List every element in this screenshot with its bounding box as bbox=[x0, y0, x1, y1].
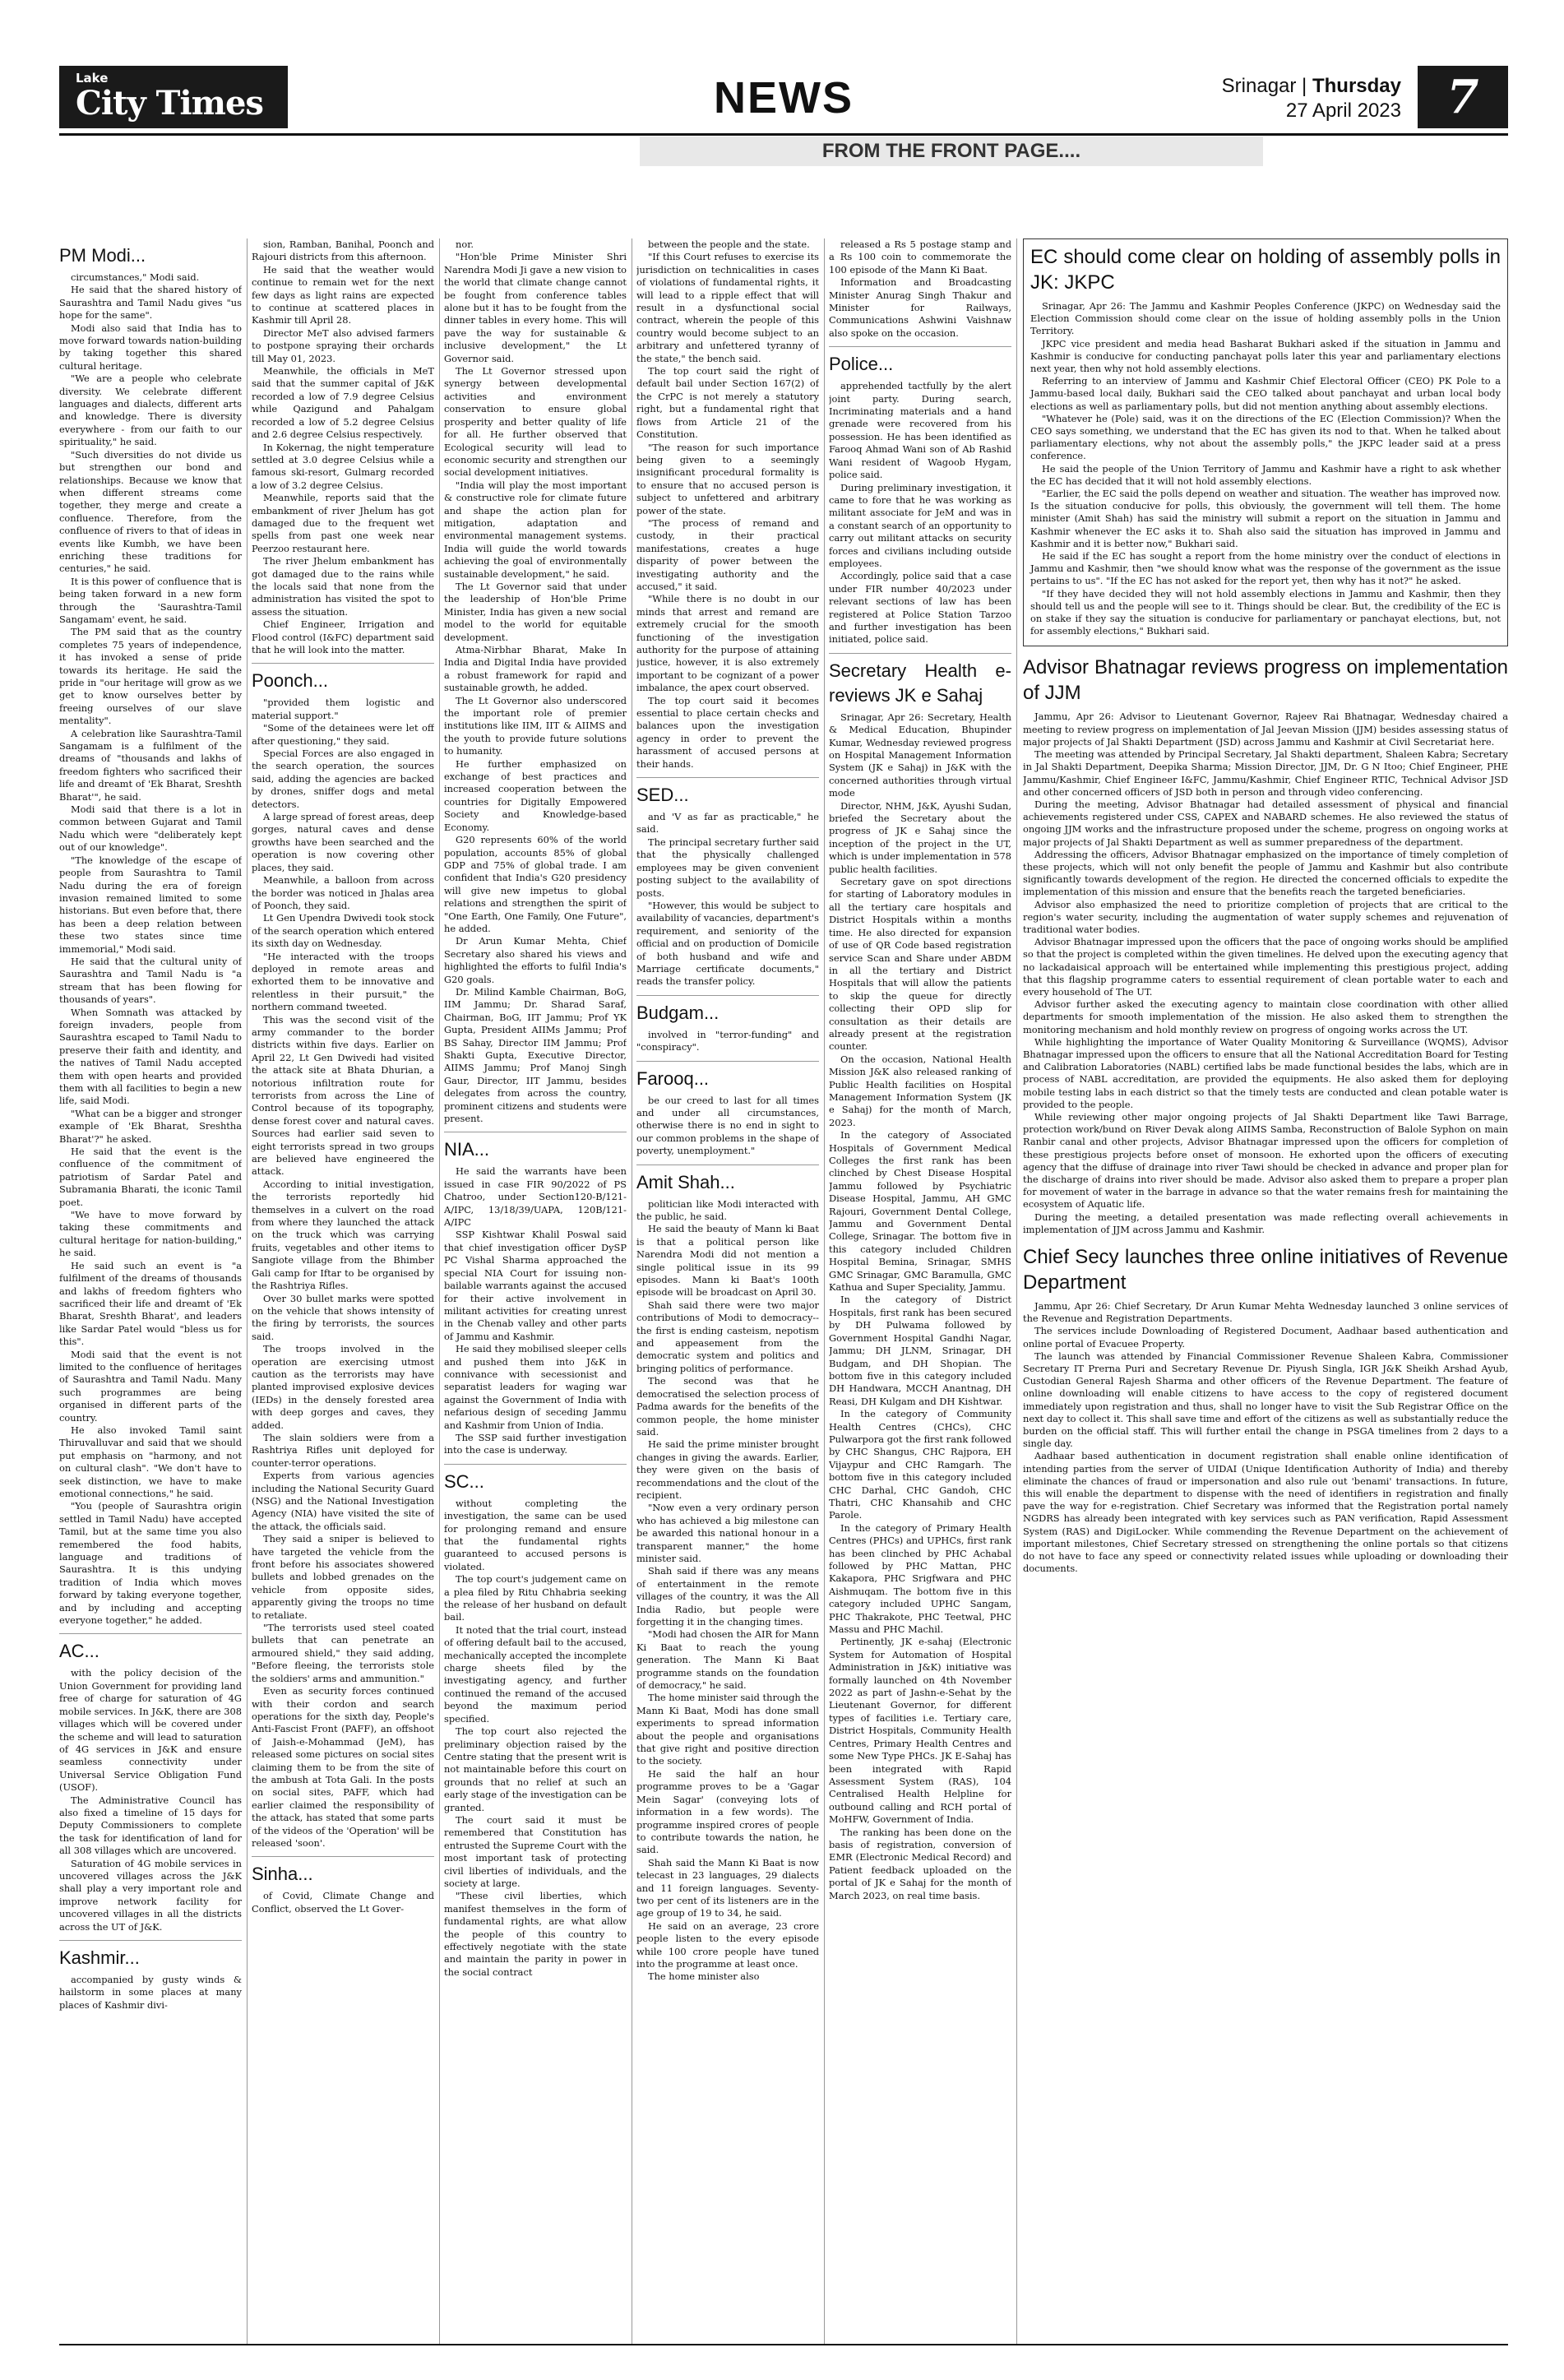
story-headline: Kashmir... bbox=[59, 1947, 140, 1968]
story-headline: Advisor Bhatnagar reviews progress on implementation of JJM bbox=[1023, 656, 1508, 705]
story-headline: AC... bbox=[59, 1641, 99, 1662]
paragraph: The second was that he democratised the selection process of Padma awards for the benefits of the common people, the home minister said. bbox=[636, 1375, 819, 1438]
paragraph: The home minister said through the Mann Ki Baat, Modi has done small experiments to spread information about the people and organisations that give right and positive direction to the society. bbox=[636, 1692, 819, 1767]
paragraph: "Whatever he (Pole) said, was it on the directions of the EC (Election Commission)? When the CEO says something, we understand that the EC has given its nod to that. When he talked about parliamentary elections, why not about the assembly polls," the JKPC leader said at a press conference. bbox=[1030, 412, 1501, 462]
paragraph: Shah said there were two major contributions of Modi to democracy-- the first is ending casteism, nepotism and appeasement from the democratic system and politics and bringing politics of performance. bbox=[636, 1299, 819, 1374]
paragraph: He said that the weather would continue to remain wet for the next few days as light rains are expected to continue at scattered places in Kashmir till April 28. bbox=[252, 263, 434, 326]
story-divider bbox=[59, 1940, 242, 1941]
paragraph: They said a sniper is believed to have targeted the vehicle from the front before his associates showered bullets and lobbed grenades on the vehicle from opposite sides, apparently giving the troops no time to retaliate. bbox=[252, 1533, 434, 1621]
paragraph: "These civil liberties, which manifest themselves in the form of fundamental rights, are what allow the people of this country to effectively negotiate with the state and maintain the parity in power in the social contract bbox=[444, 1890, 627, 1978]
paragraph: Modi said that the event is not limited to the confluence of heritages of Saurashtra and Tamil Nadu. Many such programmes are being organised in different parts of the country. bbox=[59, 1348, 242, 1424]
paragraph: The SSP said further investigation into the case is underway. bbox=[444, 1431, 627, 1456]
story-divider bbox=[252, 663, 434, 664]
story-headline: EC should come clear on holding of assembly polls in JK: JKPC bbox=[1030, 246, 1501, 294]
issue-date: 27 April 2023 bbox=[1285, 100, 1401, 122]
paragraph: The court said it must be remembered that Constitution has entrusted the Supreme Court with the most important task of protecting civil liberties of individuals, and the society at large. bbox=[444, 1813, 627, 1889]
paragraph: While highlighting the importance of Water Quality Monitoring & Surveillance (WQMS), Advisor Bhatnagar impressed upon the officers to ensure that all the National Accreditation Board for Testing and Calibration Laboratories (NABL) certified labs be made functional besides the labs, which are in process of NABL accreditation, are provided the equipments. He also asked them for deploying mobile testing labs in each district so that the timely tests are conducted and clean potable water is provided to the people. bbox=[1023, 1035, 1508, 1110]
paragraph: Chief Engineer, Irrigation and Flood control (I&FC) department said that he will look into the matter. bbox=[252, 618, 434, 655]
paragraph: "Hon'ble Prime Minister Shri Narendra Modi Ji gave a new vision to the world that climate change cannot be fought from conference tables alone but it has to be fought from the dinner tables in every home. This will pave the way for sustainable & inclusive development," the Lt Governor said. bbox=[444, 251, 627, 364]
paragraph: "Now even a very ordinary person who has achieved a big milestone can be awarded this national honour in a transparent manner," the home minister said. bbox=[636, 1502, 819, 1564]
paragraph: "The reason for such importance being given to a seemingly insignificant procedural formality is to ensure that no accused person is subject to unfettered and arbitrary power of the state. bbox=[636, 441, 819, 516]
paragraph: involved in "terror-funding" and "conspiracy". bbox=[636, 1028, 819, 1053]
paragraph: Accordingly, police said that a case under FIR number 40/2023 under relevant sections of law has been registered at Police Station Tarzoo and further investigation has been initiated, police said. bbox=[829, 570, 1011, 646]
story-headline: Poonch... bbox=[252, 670, 328, 692]
paragraph: It is this power of confluence that is being taken forward in a new form through the 'Saurashtra-Tamil Sangamam' event, he said. bbox=[59, 575, 242, 625]
column-3 bbox=[444, 238, 627, 2344]
paragraph: Even as security forces continued with their cordon and search operations for the sixth day, People's Anti-Fascist Front (PAFF), an offshoot of Jaish-e-Mohammad (JeM), has released some pictures on social sites claiming them to be from the site of the ambush at Tota Gali. In the posts on social sites, PAFF, which had earlier claimed the responsibility of the attack, has stated that some parts of the videos of the 'Operation' will be released 'soon'. bbox=[252, 1685, 434, 1849]
paragraph: He said the prime minister brought changes in giving the awards. Earlier, they were given on the basis of recommendations and the clout of the recipient. bbox=[636, 1438, 819, 1501]
city-name: Srinagar bbox=[1221, 75, 1297, 97]
paragraph: Meanwhile, the officials in MeT said that the summer capital of J&K recorded a low of 7.9 degree Celsius while Qazigund and Pahalgam recorded a low of 5.2 degree Celsius and 2.6 degree Celsius respectively. bbox=[252, 365, 434, 441]
paragraph: "While there is no doubt in our minds that arrest and remand are extremely crucial for the smooth functioning of the investigation authority for the purpose of attaining justice, however, it is also extremely important to be cognizant of a power imbalance, the apex court observed. bbox=[636, 593, 819, 694]
paragraph: apprehended tactfully by the alert joint party. During search, Incriminating materials and a hand grenade were recovered from his possession. He has been identified as Farooq Ahmad Wani son of Ab Rashid Wani resident of Wagoob Hygam, police said. bbox=[829, 380, 1011, 481]
front-page-banner: FROM THE FRONT PAGE.... bbox=[640, 137, 1263, 166]
paragraph: politician like Modi interacted with the public, he said. bbox=[636, 1197, 819, 1222]
story-divider bbox=[252, 1856, 434, 1857]
paragraph: Pertinently, JK e-sahaj (Electronic System for Automation of Hospital Administration in J&K) initiative was formally launched on 4th November 2022 as part of Jashn-e-Sehat by the Lieutenant Governor, for different types of facilities i.e. Tertiary care, District Hospitals, Community Health Centres, Primary Health Centres and some New Type PHCs. JK E-Sahaj has been integrated with Rapid Assessment System (RAS), 104 Centralised Health Helpline for outbound calling and RCH portal of MoHFW, Government of India. bbox=[829, 1636, 1011, 1826]
story-1 bbox=[1023, 238, 1508, 646]
paragraph: He also invoked Tamil saint Thiruvalluvar and said that we should put emphasis on "harmony, and not on cultural clash". "We don't have to seek distinction, we have to make emotional connections," he said. bbox=[59, 1424, 242, 1499]
paragraph: This was the second visit of the army commander to the border districts within five days. Earlier on April 22, Lt Gen Dwivedi had visited the attack site at Bhata Dhurian, a notorious infiltration route for terrorists from across the Line of Control because of its topography, dense forest cover and natural caves. Sources had earlier said seven to eight terrorists spread in two groups are believed have engineered the attack. bbox=[252, 1013, 434, 1178]
paragraph: In the category of Primary Health Centres (PHCs) and UPHCs, first rank has been clinched by PHC Achabal followed by PHC Mattan, PHC Kakapora, PHC Srigfwara and PHC Aishmuqam. The bottom five in this category included UPHC Sangam, PHC Thakrakote, PHC Teetwal, PHC Massu and PHC Machil. bbox=[829, 1521, 1011, 1636]
paragraph: He said that the cultural unity of Saurashtra and Tamil Nadu is "a stream that has been flowing for thousands of years". bbox=[59, 955, 242, 1006]
paragraph: Srinagar, Apr 26: Secretary, Health & Medical Education, Bhupinder Kumar, Wednesday reviewed progress on Hospital Management Information System (JK e Sahaj) in J&K with the concerned authorities through virtual mode bbox=[829, 711, 1011, 799]
paragraph: "We have to move forward by taking these commitments and cultural heritage for nation-building," he said. bbox=[59, 1209, 242, 1259]
paragraph: The ranking has been done on the basis of registration, conversion of EMR (Electronic Medical Record) and Patient feedback uploaded on the portal of JK e Sahaj for the month of March 2023, on real time basis. bbox=[829, 1826, 1011, 1901]
masthead bbox=[59, 66, 1508, 162]
paragraph: A celebration like Saurashtra-Tamil Sangamam is a fulfilment of the dreams of "thousands and lakhs of freedom fighters who sacrificed their life and dreamt of 'Ek Bharat, Sreshth Bharat'", he said. bbox=[59, 727, 242, 803]
paragraph: Aadhaar based authentication in document registration shall enable online identification of intending parties from the server of UIDAI (Unique Identification Authority of India) and thereby eliminate the chances of fraud or impersonation and also rule out 'benami' transactions. In future, this will enable the department to dispense with the need of identifiers in registration and finally pave the way for e-registration. Chief Secretary was informed that the Registration portal namely NGDRS has already been integrated with key services such as PAN verification, Rapid Assessment System (RAS) and DigiLocker. While commending the Revenue Department on the achievement of important milestones, Chief Secretary stressed on strengthening the online portals so that citizens do not have to face any speed or connectivity related issues while uploading or downloading their documents. bbox=[1023, 1450, 1508, 1575]
paragraph: accompanied by gusty winds & hailstorm in some places at many places of Kashmir divi- bbox=[59, 1974, 242, 2011]
date-block: Srinagar | Thursday 27 April 2023 bbox=[1221, 75, 1401, 122]
paragraph: Dr Arun Kumar Mehta, Chief Secretary also shared his views and highlighted the efforts to fulfil India's G20 goals. bbox=[444, 935, 627, 985]
paragraph: The top court said it becomes essential to place certain checks and balances upon the investigation agency in order to prevent the harassment of accused persons at their hands. bbox=[636, 694, 819, 770]
paragraph: He said the beauty of Mann ki Baat is that a political person like Narendra Modi did not mention a single political issue in its 99 episodes. Mann ki Baat's 100th episode will be broadcast on April 30. bbox=[636, 1223, 819, 1299]
paragraph: SSP Kishtwar Khalil Poswal said that chief investigation officer DySP PC Vishal Sharma approached the special NIA Court for issuing non-bailable warrants against the accused for their active involvement in militant activities for creating unrest in the Chenab valley and other parts of Jammu and Kashmir. bbox=[444, 1229, 627, 1342]
paragraph: He said that the shared history of Saurashtra and Tamil Nadu gives "us hope for the same". bbox=[59, 284, 242, 322]
paragraph: Modi also said that India has to move forward towards nation-building by taking together this shared cultural heritage. bbox=[59, 322, 242, 372]
paragraph: be our creed to last for all times and under all circumstances, otherwise there is no end in sight to our common problems in the shape of poverty, unemployment." bbox=[636, 1094, 819, 1157]
paragraph: The top court also rejected the preliminary objection raised by the Centre stating that the present writ is not maintainable before this court on grounds that no relief at such an early stage of the investigation can be granted. bbox=[444, 1725, 627, 1813]
story-headline: Budgam... bbox=[636, 1002, 720, 1023]
paragraph: The Administrative Council has also fixed a timeline of 15 days for Deputy Commissioners to complete the task for identification of land for all 308 villages which are uncovered. bbox=[59, 1794, 242, 1857]
paragraph: The services include Downloading of Registered Document, Aadhaar based authentication and online portal of Evacuee Property. bbox=[1023, 1325, 1508, 1350]
column-5-placeholder bbox=[829, 238, 1011, 2344]
paragraph: "Earlier, the EC said the polls depend on weather and situation. The weather has improved now. Is the situation conducive for polls, this obviously, the government will tell them. The home minister (Amit Shah) has said the ministry will submit a report on the situation in Jammu and Kashmir whenever the EC asks it to. Shah also said the situation has improved in Jammu and Kashmir and it is better now," Bukhari said. bbox=[1030, 488, 1501, 549]
story-headline: Police... bbox=[829, 354, 894, 375]
page-number: 7 bbox=[1418, 66, 1508, 128]
column-divider bbox=[824, 238, 825, 2344]
logo-main-text: City Times bbox=[76, 84, 263, 123]
paragraph: According to initial investigation, the terrorists reportedly hid themselves in a culvert on the road from where they launched the attack on the truck which was carrying fruits, vegetables and other items to Sangiote village from the Bhimber Gali camp for Iftar to be organised by the Rashtriya Rifles. bbox=[252, 1178, 434, 1292]
paragraph: Addressing the officers, Advisor Bhatnagar emphasized on the importance of timely completion of these projects, which will not only benefit the people of Jammu and Kashmir but also contribute significantly towards development of the region. He directed the concerned officials to expedite the implementation of this mission and ensure that the benefits reach the targeted beneficiaries. bbox=[1023, 848, 1508, 898]
paragraph: The Lt Governor also underscored the important role of premier institutions like IIM, IIT & AIIMS and the youth to provide future solutions to humanity. bbox=[444, 694, 627, 757]
paragraph: "If this Court refuses to exercise its jurisdiction on technicalities in cases of violations of fundamental rights, it will lead to a ripple effect that will result in a dysfunctional social contract, wherein the people of this country would become subject to an arbitrary and unfettered tyranny of the state," the bench said. bbox=[636, 251, 819, 364]
paragraph: He said if the EC has sought a report from the home ministry over the conduct of elections in Jammu and Kashmir, then "we should know what was the response of the government as the issue pertains to us". "If the EC has not asked for the report yet, then why has it not?" he asked. bbox=[1030, 550, 1501, 587]
paragraph: The Lt Governor stressed upon synergy between developmental activities and environment conservation to ensure global prosperity and better quality of life for all. He further observed that Ecological security will lead to economic security and strengthen our social development initiatives. bbox=[444, 365, 627, 479]
paragraph: "The process of remand and custody, in their practical manifestations, creates a huge disparity of power between the investigating authority and the accused," it said. bbox=[636, 516, 819, 592]
logo-top-text: Lake bbox=[76, 71, 109, 86]
paragraph: Information and Broadcasting Minister Anurag Singh Thakur and Minister for Railways, Communications Ashwini Vaishnaw also spoke on the occasion. bbox=[829, 276, 1011, 339]
paragraph: "provided them logistic and material support." bbox=[252, 697, 434, 721]
story-headline: Amit Shah... bbox=[636, 1171, 735, 1192]
paragraph: Jammu, Apr 26: Chief Secretary, Dr Arun Kumar Mehta Wednesday launched 3 online services of the Revenue and Registration Departments. bbox=[1023, 1300, 1508, 1325]
paragraph: Atma-Nirbhar Bharat, Make In India and Digital India have provided a robust framework for rapid and sustainable growth, he added. bbox=[444, 644, 627, 694]
story-headline: SED... bbox=[636, 785, 689, 806]
story-divider bbox=[444, 1464, 627, 1465]
paragraph: Experts from various agencies including the National Security Guard (NSG) and the National Investigation Agency (NIA) have visited the site of the attack, the officials said. bbox=[252, 1470, 434, 1532]
paragraph: During the meeting, Advisor Bhatnagar had detailed assessment of physical and financial achievements registered under CSS, CAPEX and NABARD schemes. He also reviewed the status of ongoing JJM works and the infrastructure proposed under the scheme, progress on ongoing works at major projects of Jal Shakti Department as well as summer preparedness of the department. bbox=[1023, 798, 1508, 848]
paragraph: In the category of Associated Hospitals of Government Medical Colleges the first rank has been clinched by Chest Disease Hospital Jammu followed by Psychiatric Disease Hospital, Jammu, AH GMC Rajouri, Government Dental College, Jammu and Government Dental College, Srinagar. The bottom five in this category included Children Hospital Bemina, Srinagar, SMHS GMC Srinagar, GMC Baramulla, GMC Kathua and Super Speciality, Jammu. bbox=[829, 1129, 1011, 1294]
paragraph: JKPC vice president and media head Basharat Bukhari asked if the situation in Jammu and Kashmir is conducive for conducting panchayat polls later this year and parliamentary elections next year, then why not hold assembly elections. bbox=[1030, 337, 1501, 375]
story-headline: Sinha... bbox=[252, 1864, 313, 1885]
paragraph: Srinagar, Apr 26: The Jammu and Kashmir Peoples Conference (JKPC) on Wednesday said the Election Commission should come clear on the issue of holding assembly polls in the Union Territory. bbox=[1030, 300, 1501, 337]
paragraph: with the policy decision of the Union Government for providing land free of charge for saturation of 4G mobile services. In J&K, there are 308 villages which will be covered under the scheme and will lead to saturation of 4G services in J&K and ensure seamless connectivity under Universal Service Obligation Fund (USOF). bbox=[59, 1667, 242, 1794]
paragraph: of Covid, Climate Change and Conflict, observed the Lt Gover- bbox=[252, 1890, 434, 1915]
paragraph: Advisor Bhatnagar impressed upon the officers that the pace of ongoing works should be amplified so that the project is completed within the given timelines. He delved upon the executing agency that no lackadaisical approach will be entertained while implementing this prestigious project, adding that this flagship programme caters to essential requirement of clean portable water to each and every household of The UT. bbox=[1023, 936, 1508, 998]
paragraph: A large spread of forest areas, deep gorges, natural caves and dense growths have been searched and the operation is now covering other places, they said. bbox=[252, 811, 434, 873]
paragraph: The slain soldiers were from a Rashtriya Rifles unit deployed for counter-terror operations. bbox=[252, 1431, 434, 1469]
story-divider bbox=[59, 1633, 242, 1634]
paragraph: "He interacted with the troops deployed in remote areas and exhorted them to be innovative and relentless in their pursuit," the northern command tweeted. bbox=[252, 950, 434, 1013]
paragraph: sion, Ramban, Banihal, Poonch and Rajouri districts from this afternoon. bbox=[252, 238, 434, 263]
masthead-rule bbox=[59, 133, 1508, 136]
paragraph: Meanwhile, a balloon from across the border was noticed in Jhalas area of Poonch, they said. bbox=[252, 874, 434, 911]
paragraph: Over 30 bullet marks were spotted on the vehicle that shows intensity of the firing by terrorists, the sources said. bbox=[252, 1292, 434, 1342]
paragraph: circumstances," Modi said. bbox=[71, 271, 200, 283]
paragraph: He said the people of the Union Territory of Jammu and Kashmir have a right to ask whether the EC has decided that it will not hold assembly elections. bbox=[1030, 462, 1501, 487]
story-headline: Farooq... bbox=[636, 1067, 710, 1089]
paragraph: The top court said the right of default bail under Section 167(2) of the CrPC is not merely a statutory right, but a fundamental right that flows from Article 21 of the Constitution. bbox=[636, 365, 819, 441]
column-divider bbox=[247, 238, 248, 2344]
paragraph: G20 represents 60% of the world population, accounts 85% of global GDP and 75% of global trade. I am confident that India's G20 presidency will give new impetus to global relations and strengthen the spirit of "One Earth, One Family, One Future", he added. bbox=[444, 834, 627, 934]
column-divider bbox=[1016, 238, 1017, 2344]
story-headline: Chief Secy launches three online initiatives of Revenue Department bbox=[1023, 1246, 1508, 1294]
paragraph: He said they mobilised sleeper cells and pushed them into J&K in connivance with secessionist and separatist leaders for waging war against the Government of India with nefarious design of seceding Jammu and Kashmir from Union of India. bbox=[444, 1343, 627, 1431]
paragraph: While reviewing other major ongoing projects of Jal Shakti Department like Tawi Barrage, protection work/bund on River Devak along AIIMS Samba, Reconstruction of Balole Syphon on main Ranbir canal and other projects, Advisor Bhatnagar impressed upon the officers for completion of these prestigious projects before onset of monsoon. He exhorted upon the officers of executing agency that the diffuse of drainage into river Tawi should be checked in advance and proper plan for the discharge of drains into river should be made. Advisor also asked them to prepare a proper plan for movement of water in the barrage in advance so that the water remains fresh for maintaining the ecosystem of Aquatic life. bbox=[1023, 1110, 1508, 1211]
footer-rule bbox=[59, 2344, 1508, 2345]
paragraph: "You (people of Saurashtra origin settled in Tamil Nadu) have accepted Tamil, but at the same time you also remembered the food habits, language and traditions of Saurashtra. It is this undying tradition of India which moves forward by taking everyone together, and by including and accepting everyone together," he added. bbox=[59, 1500, 242, 1627]
story-divider bbox=[636, 777, 819, 778]
paragraph: "However, this would be subject to availability of vacancies, department's requirement, and seniority of the official and on production of Domicile of both husband and wife and Marriage certificate documents," reads the transfer policy. bbox=[636, 899, 819, 988]
paragraph: The top court's judgement came on a plea filed by Ritu Chhabria seeking the release of her husband on default bail. bbox=[444, 1573, 627, 1623]
paragraph: During the meeting, a detailed presentation was made reflecting overall achievements in implementation of JJM across Jammu and Kashmir. bbox=[1023, 1211, 1508, 1235]
paragraph: "Some of the detainees were let off after questioning," they said. bbox=[252, 722, 434, 747]
paragraph: "India will play the most important & constructive role for climate future and shape the action plan for mitigation, adaptation and environmental management systems. India will guide the world towards achieving the goal of environmentally sustainable development," he said. bbox=[444, 479, 627, 580]
paragraph: Shah said if there was any means of entertainment in the remote villages of the country, it was the All India Radio, but people were forgetting it in the changing times. bbox=[636, 1565, 819, 1628]
story-divider bbox=[829, 653, 1011, 654]
paragraph: and 'V as far as practicable," he said. bbox=[636, 811, 819, 836]
column-divider bbox=[439, 238, 440, 2344]
paragraph: The troops involved in the operation are exercising utmost caution as the terrorists may have planted improvised explosive devices (IEDs) in the densely forested area with deep gorges and caves, they added. bbox=[252, 1343, 434, 1431]
paragraph: In the category of Community Health Centres (CHCs), CHC Pulwarpora got the first rank followed by CHC Shangus, CHC Rajpora, EH Vijaypur and CHC Ramgarh. The bottom five in this category included CHC Darhal, CHC Gandoh, CHC Thatri, CHC Khansahib and CHC Parole. bbox=[829, 1408, 1011, 1521]
paragraph: Modi said that there is a lot in common between Gujarat and Tamil Nadu which were "deliberately kept out of our knowledge". bbox=[59, 803, 242, 854]
paragraph: Referring to an interview of Jammu and Kashmir Chief Electoral Officer (CEO) PK Pole to a Jammu-based local daily, Bukhari said the CEO talked about panchayat and urban local body elections as well as parliamentary polls, but did not mention anything about assembly elections. bbox=[1030, 375, 1501, 412]
paragraph: "The knowledge of the escape of people from Saurashtra to Tamil Nadu during the era of foreign invasion remained limited to some historians. But even before that, there has been a deep relation between these two states since time immemorial," Modi said. bbox=[59, 854, 242, 955]
paragraph: He further emphasized on exchange of best practices and increased cooperation between the countries for Digitally Empowered Society and Knowledge-based Economy. bbox=[444, 757, 627, 833]
paragraph: "We are a people who celebrate diversity. We celebrate different languages and dialects, different arts and knowledge. There is diversity everywhere - from our faith to our spirituality," he said. bbox=[59, 373, 242, 448]
paragraph: nor. bbox=[456, 238, 474, 250]
paragraph: "What can be a bigger and stronger example of 'Ek Bharat, Sreshtha Bharat'?" he asked. bbox=[59, 1107, 242, 1145]
paragraph: Advisor further asked the executing agency to maintain close coordination with other allied departments for smooth implementation of the mission. He also asked them to strengthen the monitoring mechanism and hold monthly review on progress of ongoing works across the UT. bbox=[1023, 998, 1508, 1035]
paragraph: He said such an event is "a fulfilment of the dreams of thousands and lakhs of freedom fighters who sacrificed their life and dreamt of 'Ek Bharat, Sreshth Bharat', and leaders like Sardar Patel would "bless us for this". bbox=[59, 1259, 242, 1348]
paragraph: Advisor also emphasized the need to prioritize completion of projects that are critical to the region's water security, including the augmentation of water supply schemes and rejuvenation of traditional water bodies. bbox=[1023, 898, 1508, 935]
paragraph: He said the half an hour programme proves to be a 'Gagar Mein Sagar' (conveying lots of information in a few words). The programme inspired crores of people to contribute towards the nation, he said. bbox=[636, 1767, 819, 1856]
story-headline: NIA... bbox=[444, 1139, 490, 1160]
paragraph: "Such diversities do not divide us but strengthen our bond and relationships. Because we know that when different streams come together, they merge and create a confluence. Therefore, from the confluence of rivers to that of ideas in events like Kumbh, we have been enriching these traditions for centuries," he said. bbox=[59, 448, 242, 575]
paragraph: The PM said that as the country completes 75 years of independence, it has invoked a sense of pride towards its heritage. He said the pride in "our heritage will grow as we get to know ourselves better by freeing ourselves of our slave mentality". bbox=[59, 626, 242, 727]
paragraph: When Somnath was attacked by foreign invaders, people from Saurashtra escaped to Tamil Nadu to preserve their faith and identity, and the natives of Tamil Nadu accepted them with open hearts and provided them with all facilities to begin a new life, said Modi. bbox=[59, 1006, 242, 1107]
paragraph: Secretary gave on spot directions for starting of Laboratory modules in all the tertiary care hospitals and District Hospitals within a months time. He also directed for expansion of use of QR Code based registration service Scan and Share under ABDM in all the tertiary and District Hospitals that will allow the patients to skip the queue for directly collecting their OPD slip for consultation as their details are already present at the registration counter. bbox=[829, 876, 1011, 1053]
paragraph: Dr. Milind Kamble Chairman, BoG, IIM Jammu; Dr. Sharad Saraf, Chairman, BoG, IIT Jammu; Prof YK Gupta, President AIIMs Jammu; Prof BS Sahay, Director IIM Jammu; Prof Shakti Gupta, Executive Director, AIIMS Jammu; Prof Manoj Singh Gaur, Director, IIT Jammu, besides delegates from across the country, prominent citizens and students were present. bbox=[444, 985, 627, 1125]
story-headline: PM Modi... bbox=[59, 245, 146, 266]
paragraph: Meanwhile, reports said that the embankment of river Jhelum has got damaged due to the frequent wet spells from past one week near Peerzoo restaurant here. bbox=[252, 492, 434, 554]
section-title: NEWS bbox=[714, 73, 854, 123]
paragraph: Saturation of 4G mobile services in uncovered villages across the J&K shall play a very important role and improve network facility for uncovered villages in all the districts across the UT of J&K. bbox=[59, 1857, 242, 1933]
paragraph: The principal secretary further said that the physically challenged employees may be given convenient posting subject to the availability of posts. bbox=[636, 836, 819, 899]
paragraph: He said the warrants have been issued in case FIR 90/2022 of PS Chatroo, under Section120-B/121-A/IPC, 13/18/39/UAPA, 120B/121-A/IPC bbox=[444, 1165, 627, 1229]
paragraph: During preliminary investigation, it came to fore that he was working as militant associate for JeM and was in a constant search of an opportunity to carry out militant attacks on security forces and civilians including outside employees. bbox=[829, 481, 1011, 569]
paragraph: Lt Gen Upendra Dwivedi took stock of the search operation which entered its sixth day on Wednesday. bbox=[252, 912, 434, 950]
paragraph: released a Rs 5 postage stamp and a Rs 100 coin to commemorate the 100 episode of the Mann Ki Baat. bbox=[829, 238, 1011, 276]
paragraph: Director, NHM, J&K, Ayushi Sudan, briefed the Secretary about the progress of JK e Sahaj since the inception of the project in the UT, which is under implementation in 578 public health facilities. bbox=[829, 799, 1011, 875]
column-2 bbox=[252, 238, 434, 2344]
paragraph: On the occasion, National Health Mission J&K also released ranking of Public Health facilities on Hospital Management Information System (JK e Sahaj) for the month of March, 2023. bbox=[829, 1053, 1011, 1128]
column-1 bbox=[59, 238, 242, 2344]
paragraph: The Lt Governor said that under the leadership of Hon'ble Prime Minister, India has given a new social model to the world for equitable development. bbox=[444, 580, 627, 643]
paragraph: The river Jhelum embankment has got damaged due to the rains while the locals said that none from the administration has visited the spot to assess the situation. bbox=[252, 555, 434, 618]
paragraph: In Kokernag, the night temperature settled at 3.0 degree Celsius while a famous ski-resort, Gulmarg recorded a low of 3.2 degree Celsius. bbox=[252, 441, 434, 491]
paragraph: "If they have decided they will not hold assembly elections in Jammu and Kashmir, then they should tell us and the people will see to it. Things should be clear. But, the credibility of the EC is on stake if they say the situation is conducive for parliamentary or panchayat elections, but, not for assembly elections," Bukhari said. bbox=[1030, 587, 1501, 637]
paragraph: It noted that the trial court, instead of offering default bail to the accused, mechanically accepted the incomplete charge sheets filed by the investigating agency, and further continued the remand of the accused beyond the maximum period specified. bbox=[444, 1623, 627, 1725]
paragraph: Director MeT also advised farmers to postpone spraying their orchards till May 01, 2023. bbox=[252, 326, 434, 364]
paragraph: Special Forces are also engaged in the search operation, the sources said, adding the agencies are backed by drones, sniffer dogs and metal detectors. bbox=[252, 748, 434, 810]
paragraph: He said that the event is the confluence of the commitment of patriotism of Sardar Patel and Subramania Bharati, the iconic Tamil poet. bbox=[59, 1146, 242, 1208]
paragraph: between the people and the state. bbox=[648, 238, 810, 250]
paragraph: Jammu, Apr 26: Advisor to Lieutenant Governor, Rajeev Rai Bhatnagar, Wednesday chaired a meeting to review progress on implementation of Jal Jeevan Mission (JJM) besides assessing status of major projects of Jal Shakti Department (JSD) across Jammu and Kashmir at Civil Secretariat here. bbox=[1023, 711, 1508, 748]
story-2 bbox=[1023, 655, 1508, 1236]
newspaper-page bbox=[59, 66, 1508, 2011]
story-3 bbox=[1023, 1244, 1508, 1575]
paragraph: "The terrorists used steel coated bullets that can penetrate an armoured shield," they said adding, "Before fleeing, the terrorists stole the soldiers' arms and ammunition." bbox=[252, 1622, 434, 1684]
story-divider bbox=[636, 1061, 819, 1062]
paragraph: The home minister also bbox=[648, 1970, 760, 1983]
weekday: Thursday bbox=[1312, 75, 1401, 97]
story-headline: SC... bbox=[444, 1470, 484, 1492]
column-4 bbox=[636, 238, 819, 2344]
paragraph: In the category of District Hospitals, first rank has been secured by DH Pulwama followed by Government Hospital Gandhi Nagar, Jammu; DH JLNM, Srinagar, DH Budgam, and DH Shopian. The bottom five in this category included DH Handwara, MCCH Anantnag, DH Reasi, DH Kulgam and DH Kishtwar. bbox=[829, 1294, 1011, 1407]
story-divider bbox=[636, 995, 819, 996]
paragraph: Shah said the Mann Ki Baat is now telecast in 23 languages, 29 dialects and 11 foreign languages. Seventy-two per cent of its listeners are in the age group of 19 to 34, he said. bbox=[636, 1856, 819, 1919]
paragraph: The meeting was attended by Principal Secretary, Jal Shakti department, Shaleen Kabra; Secretary in Jal Shakti Department, Deepika Sharma; Mission Director, JJM, Dr. G N Itoo; Chief Engineer, PHE Jammu/Kashmir, Chief Engineer I&FC, Jammu/Kashmir, Chief Engineer RTIC, Technical Advisor JSD and other concerned officers of JSD both in person and through video conferencing. bbox=[1023, 748, 1508, 798]
paragraph: The launch was attended by Financial Commissioner Revenue Shaleen Kabra, Commissioner Secretary IT Prerna Puri and Secretary Revenue Dr. Piyush Singla, IGR J&K Sheikh Arshad Ayub, Custodian General Rajesh Sharma and other officers of the Revenue Department. The feature of online downloading will enable citizens to have access to the copy of registered document immediately upon registration and thus, shall no longer have to visit the Sub Registrar Office on the next day to collect it. This shall save time and effort of the citizens as well as substantially reduce the burden on the official staff. This will further entail the change in PSGA timelines from 2 days to a single day. bbox=[1023, 1350, 1508, 1450]
article-columns bbox=[59, 238, 1508, 2352]
story-divider bbox=[829, 346, 1011, 347]
paragraph: "Modi had chosen the AIR for Mann Ki Baat to reach the young generation. The Mann Ki Baat programme stands on the foundation of democracy," he said. bbox=[636, 1628, 819, 1692]
story-headline: Secretary Health e-reviews JK e Sahaj bbox=[829, 660, 1011, 706]
paragraph: without completing the investigation, the same can be used for prolonging remand and ensure that the fundamental rights guaranteed to accused persons is violated. bbox=[444, 1497, 627, 1572]
paragraph: He said on an average, 23 crore people listen to the every episode while 100 crore people have tuned into the programme at least once. bbox=[636, 1919, 819, 1970]
right-stories bbox=[1023, 238, 1508, 2344]
